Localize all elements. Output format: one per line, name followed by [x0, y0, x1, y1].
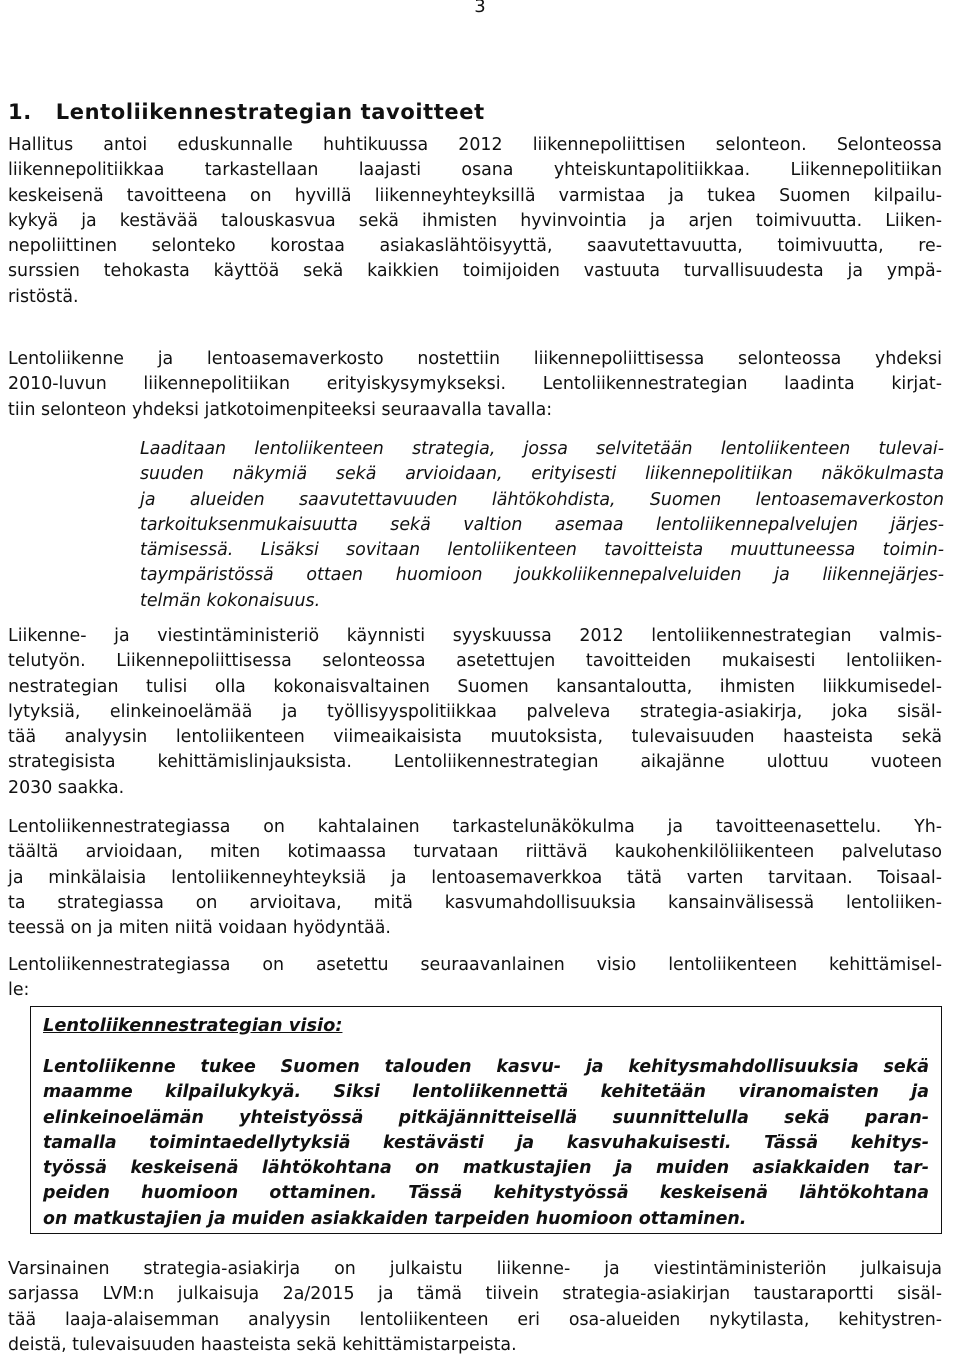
text-line: le:	[8, 980, 30, 1001]
quote-line: Laaditaan lentoliikenteen strategia, jossa selvitetään lentoliikenteen tulevai-	[140, 439, 944, 459]
paragraph-perspective	[8, 815, 942, 941]
text-line: strategisista kehittämislinjauksista. Lentoliikennestrategian aikajänne ulottuu vuoteen	[8, 752, 942, 773]
text-line: surssien tehokasta käyttöä sekä kaikkien toimijoiden vastuuta turvallisuudesta ja ympä-	[8, 261, 942, 282]
text-line: nestrategian tulisi olla kokonaisvaltainen Suomen kansantaloutta, ihmisten liikkumisedel-	[8, 676, 942, 697]
text-line: ta strategiassa on arvioitava, mitä kasvumahdollisuuksia kansainvälisessä lentoliiken-	[8, 892, 942, 913]
text-line: Varsinainen strategia-asiakirja on julkaistu liikenne- ja viestintäministeriön julkaisuja	[8, 1259, 942, 1279]
section-number: 1.	[8, 100, 32, 124]
quote-line: suuden näkymiä sekä arvioidaan, erityisesti liikennepolitiikan näkökulmasta	[140, 464, 944, 485]
text-line: tää analyysin lentoliikenteen viimeaikaisista muutoksista, tulevaisuuden haasteista sekä	[8, 727, 942, 748]
text-line: telutyön. Liikennepoliittisessa selonteossa asetettujen tavoitteiden mukaisesti lentoliiken-	[8, 651, 942, 672]
text-line: 2010-luvun liikennepolitiikan erityiskysymykseksi. Lentoliikennestrategian laadinta kirjat-	[8, 374, 942, 395]
paragraph-aviation-network	[8, 347, 942, 423]
vision-line: tamalla toimintaedellytyksiä kestävästi ja kasvuhakuisesti. Tässä kehitys-	[43, 1132, 929, 1153]
vision-line: Lentoliikenne tukee Suomen talouden kasvu- ja kehitysmahdollisuuksia sekä	[43, 1057, 929, 1077]
paragraph-vision-intro	[8, 953, 942, 1004]
text-line: teessä on ja miten niitä voidaan hyödyntää.	[8, 918, 391, 939]
vision-line: elinkeinoelämän yhteistyössä pitkäjännitteisellä suunnittelulla sekä paran-	[43, 1107, 929, 1128]
section-title: Lentoliikennestrategian tavoitteet	[55, 100, 485, 124]
text-line: nepoliittinen selonteko korostaa asiakaslähtöisyyttä, saavutettavuutta, toimivuutta, re-	[8, 236, 942, 257]
quote-line: telmän kokonaisuus.	[140, 590, 321, 611]
page-number: 3	[474, 0, 486, 17]
vision-line: on matkustajien ja muiden asiakkaiden tarpeiden huomioon ottaminen.	[43, 1208, 747, 1229]
text-line: täältä arvioidaan, miten kotimaassa turvataan riittävä kaukohenkilöliikenteen palvelutaso	[8, 842, 942, 863]
vision-line: maamme kilpailukykyä. Siksi lentoliikennettä kehitetään viranomaisten ja	[43, 1082, 929, 1103]
text-line: Lentoliikenne ja lentoasemaverkosto nostettiin liikennepoliittisessa selonteossa yhdeksi	[8, 349, 942, 369]
text-line: liikennepolitiikkaa tarkastellaan laajasti osana yhteiskuntapolitiikkaa. Liikennepolitiikan	[8, 160, 942, 181]
text-line: Hallitus antoi eduskunnalle huhtikuussa 2012 liikennepoliittisen selonteon. Selonteossa	[8, 135, 942, 155]
paragraph-publication	[8, 1257, 942, 1358]
text-line: kykyä ja kestävää talouskasvua sekä ihmisten hyvinvointia ja arjen toimivuutta. Liiken-	[8, 210, 942, 231]
quote-line: tämisessä. Lisäksi sovitaan lentoliikenteen tavoitteista muuttuneessa toimin-	[140, 540, 944, 561]
quote-line: ja alueiden saavutettavuuden lähtökohdista, Suomen lentoasemaverkoston	[140, 489, 944, 510]
text-line: Lentoliikennestrategiassa on asetettu seuraavanlainen visio lentoliikenteen kehittämisel-	[8, 955, 942, 975]
vision-title: Lentoliikennestrategian visio:	[43, 1015, 343, 1036]
text-line: Liikenne- ja viestintäministeriö käynnisti syyskuussa 2012 lentoliikennestrategian valmis-	[8, 626, 942, 646]
text-line: deistä, tulevaisuuden haasteista sekä kehittämistarpeista.	[8, 1334, 517, 1355]
text-line: tää laaja-alaisemman analyysin lentoliikenteen eri osa-alueiden nykytilasta, kehitystren-	[8, 1309, 942, 1330]
quote-line: tarkoituksenmukaisuutta sekä valtion asemaa lentoliikennepalvelujen järjes-	[140, 514, 944, 535]
text-line: ja minkälaisia lentoliikenneyhteyksiä ja lentoasemaverkkoa tätä varten tarvitaan. Toisaal-	[8, 867, 942, 888]
text-line: sarjassa LVM:n julkaisuja 2a/2015 ja tämä tiivein strategia-asiakirjan taustaraportti sisäl-	[8, 1284, 942, 1305]
vision-box	[30, 1006, 942, 1234]
text-line: tiin selonteon yhdeksi jatkotoimenpiteeksi seuraavalla tavalla:	[8, 399, 553, 420]
text-line: ristöstä.	[8, 286, 79, 307]
section-heading	[8, 100, 485, 124]
paragraph-intro	[8, 133, 942, 310]
vision-text	[43, 1055, 929, 1232]
text-line: lytyksiä, elinkeinoelämää ja työllisyyspolitiikkaa palveleva strategia-asiakirja, joka sisäl-	[8, 701, 942, 722]
text-line: 2030 saakka.	[8, 777, 125, 798]
vision-line: työssä keskeisenä lähtökohtana on matkustajien ja muiden asiakkaiden tar-	[43, 1158, 929, 1179]
quote-line: taympäristössä ottaen huomioon joukkoliikennepalveluiden ja liikennejärjes-	[140, 565, 944, 586]
quoted-task	[140, 437, 944, 614]
paragraph-ministry	[8, 624, 942, 801]
text-line: keskeisenä tavoitteena on hyvillä liikenneyhteyksillä varmistaa ja tukea Suomen kilpailu-	[8, 185, 942, 206]
text-line: Lentoliikennestrategiassa on kahtalainen tarkastelunäkökulma ja tavoitteenasettelu. Yh-	[8, 817, 942, 837]
vision-line: peiden huomioon ottaminen. Tässä kehitystyössä keskeisenä lähtökohtana	[43, 1183, 929, 1204]
